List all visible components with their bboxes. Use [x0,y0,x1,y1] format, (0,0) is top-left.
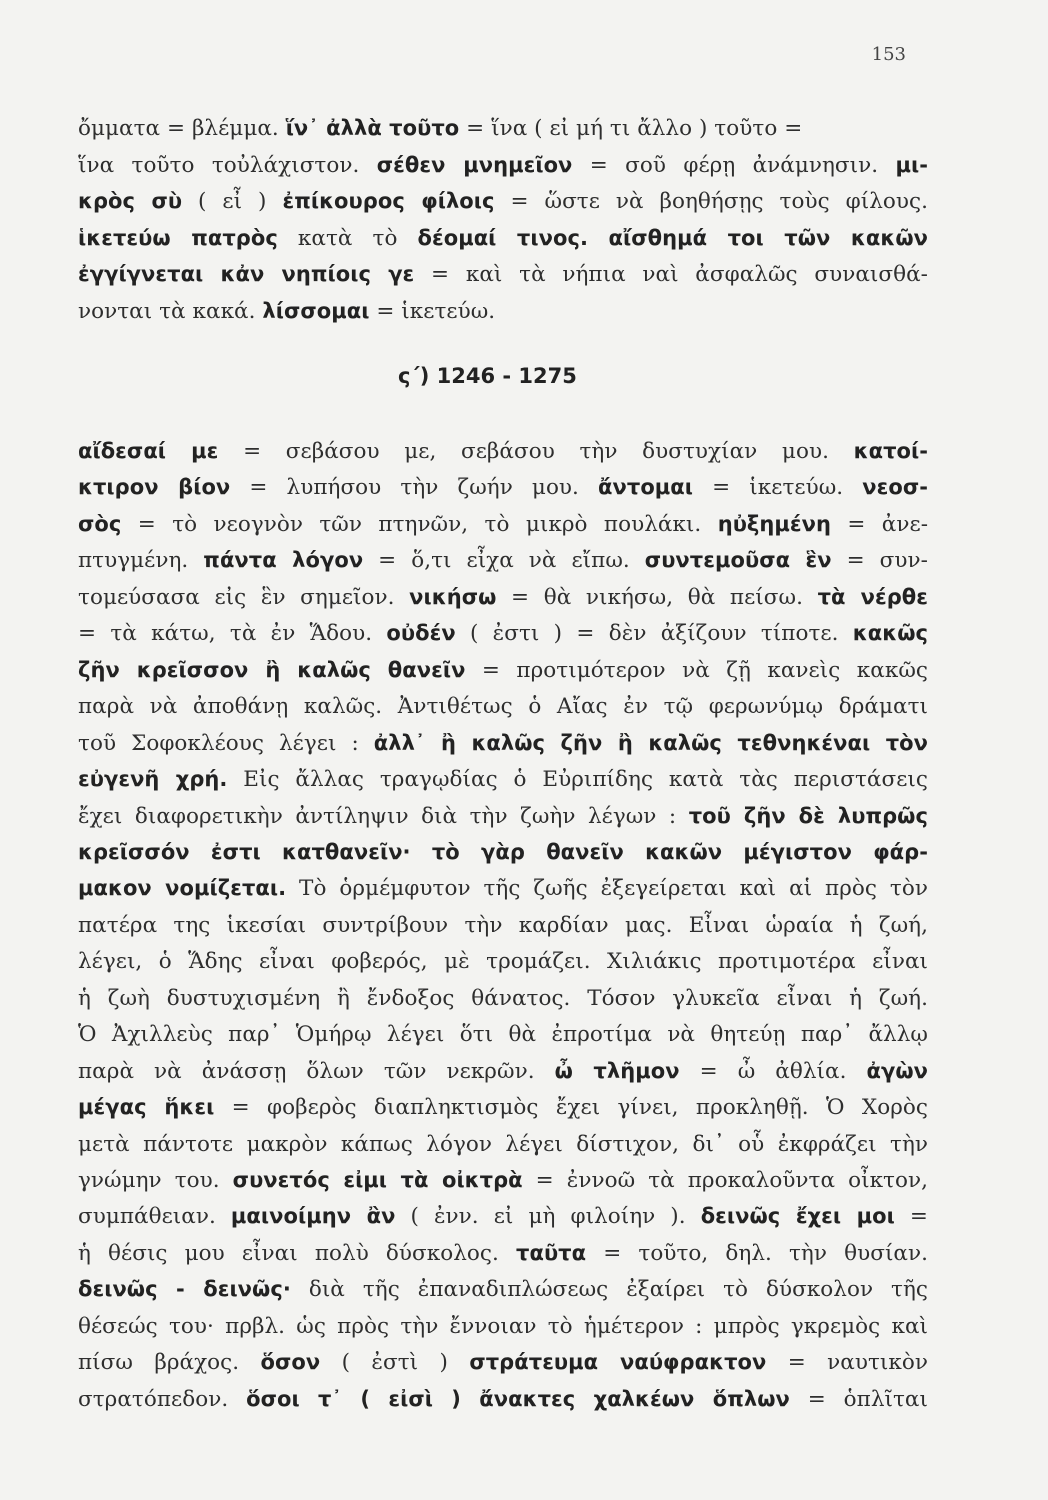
lemma-term: κατοί- [853,439,928,463]
text-line [78,766,928,793]
gloss-text: ἡ ζωὴ δυστυχισμένη ἢ ἔνδοξος θάνατος. Τόσον γλυκεῖα εἶναι ἡ ζωή. [78,985,928,1011]
lemma-term: κρεῖσσόν ἐστι κατθανεῖν· τὸ γὰρ θανεῖν κακῶν μέγιστον φάρ- [78,839,928,864]
text-line [78,584,928,611]
gloss-text: συμπάθειαν. [78,1204,231,1230]
lemma-term: συνετός εἰμι τὰ οἰκτρὰ [232,1168,523,1192]
text-line [78,547,928,574]
gloss-text: Ὁ Ἀχιλλεὺς παρ᾽ Ὁμήρῳ λέγει ὅτι θὰ ἐπροτίμα νὰ θητεύῃ παρ᾽ ἄλλῳ [78,1022,928,1048]
gloss-text: παρὰ νὰ ἀποθάνῃ καλῶς. Ἀντιθέτως ὁ Αἴας ἐν τῷ φερωνύμῳ δράματι [78,694,928,720]
text-line [78,1131,928,1158]
gloss-text: στρατόπεδον. [78,1386,247,1412]
lemma-term: τὰ νέρθε [817,584,928,609]
lemma-term: νικήσω [409,584,497,609]
lemma-term: δεινῶς - δεινῶς· [78,1277,291,1302]
text-line [78,474,928,501]
lemma-term: εὐγενῆ χρή. [78,767,228,792]
text-line [78,730,928,757]
lemma-term: ζῆν κρεῖσσον ἢ καλῶς θανεῖν [78,657,466,682]
gloss-text: διὰ τῆς ἐπαναδιπλώσεως ἐξαίρει τὸ δύσκολον τῆς [290,1277,928,1303]
gloss-text: = ἱκετεύω. [693,475,863,501]
text-line [78,1349,928,1376]
gloss-text: γνώμην του. [78,1168,233,1193]
text-line [78,839,928,866]
text-line [78,948,928,975]
lemma-term: ταῦτα [516,1240,587,1265]
text-line [78,985,928,1012]
lemma-term: ἱκετεύω πατρὸς [78,225,278,250]
lemma-term: δέομαί τινος. αἴσθημά τοι τῶν κακῶν [417,225,928,250]
gloss-text: ἵνα τοῦτο τοὐλάχιστον. [78,152,377,178]
lemma-term: λίσσομαι [262,299,370,323]
gloss-text: Εἰς ἄλλας τραγῳδίας ὁ Εὐριπίδης κατὰ τὰς περιστάσεις [227,767,928,793]
gloss-text: πίσω βράχος. [78,1350,261,1376]
lemma-term: ἐγγίγνεται κἀν νηπίοις γε [78,262,415,287]
text-line [78,657,928,684]
text-line [78,298,928,325]
gloss-text: = σεβάσου με, σεβάσου τὴν δυστυχίαν μου. [218,439,854,464]
gloss-text: νονται τὰ κακά. [78,299,263,324]
lemma-term: πάντα λόγον [203,548,364,573]
lemma-term: ἵν᾽ ἀλλὰ τοῦτο [285,116,460,140]
page-number: 153 [871,44,906,65]
lemma-term: ἄντομαι [598,475,694,500]
text-line [78,152,928,179]
text-line [78,912,928,939]
lemma-term: σὸς [78,511,122,536]
gloss-text: = ἀνε- [830,511,929,537]
gloss-text: παρὰ νὰ ἀνάσσῃ ὅλων τῶν νεκρῶν. [78,1058,555,1084]
lemma-term: ὦ τλῆμον [554,1058,680,1083]
text-line [78,620,928,647]
lemma-term: κακῶς [852,621,928,646]
lemma-term: μέγας ἥκει [78,1095,215,1120]
text-line [78,693,928,720]
text-line [78,1167,928,1194]
gloss-text: = συν- [831,548,928,574]
gloss-text: = λυπήσου τὴν ζωήν μου. [230,475,599,501]
gloss-text: κατὰ τὸ [277,225,418,251]
lemma-term: ἐπίκουρος φίλοις [282,189,495,214]
gloss-text: = ἐννοῶ τὰ προκαλοῦντα οἶκτον, [522,1168,928,1193]
gloss-text: ( ἐστὶ ) [320,1350,470,1376]
gloss-text: πτυγμένη. [78,548,204,574]
gloss-text: = ὅ,τι εἶχα νὰ εἴπω. [363,548,645,574]
lemma-term: ὅσοι τ᾽ ( εἰσὶ ) ἄνακτες χαλκέων ὅπλων [246,1386,790,1411]
gloss-text: = ὁπλῖται [789,1386,928,1412]
gloss-text: = [894,1204,928,1230]
gloss-text: = ἵνα ( εἰ μή τι ἄλλο ) τοῦτο = [459,116,803,141]
gloss-text: = φοβερὸς διαπληκτισμὸς ἔχει γίνει, προκληθῇ. Ὁ Χορὸς [214,1095,928,1121]
lemma-term: οὐδέν [386,621,456,646]
text-line [78,1203,928,1230]
gloss-text: θέσεώς του· πρβλ. ὡς πρὸς τὴν ἔννοιαν τὸ ἡμέτερον : μπρὸς γκρεμὸς καὶ [78,1313,928,1339]
gloss-text: = θὰ νικήσω, θὰ πείσω. [496,584,818,610]
text-line [78,1276,928,1303]
text-line [78,115,928,142]
lemma-term: κρὸς σὺ [78,189,183,214]
text-line [78,803,928,830]
text-line [78,188,928,215]
gloss-text: = ναυτικὸν [766,1350,929,1376]
text-line [78,1058,928,1085]
gloss-text: λέγει, ὁ Ἅδης εἶναι φοβερός, μὲ τρομάζει. Χιλιάκις προτιμοτέρα εἶναι [78,949,928,975]
text-line [78,1094,928,1121]
lemma-term: μι- [895,152,928,177]
lemma-term: ηὐξημένη [717,511,831,536]
lemma-term: αἴδεσαί με [78,439,219,463]
lemma-term: μαινοίμην ἂν [230,1204,396,1229]
text-line [78,1021,928,1048]
gloss-text: ἡ θέσις μου εἶναι πολὺ δύσκολος. [78,1240,517,1266]
text-line [78,511,928,538]
lemma-term: ἀγὼν [866,1058,929,1083]
gloss-text: = τοῦτο, δηλ. τὴν θυσίαν. [586,1240,928,1266]
gloss-text: ἔχει διαφορετικὴν ἀντίληψιν διὰ τὴν ζωὴν λέγων : [78,803,689,829]
gloss-text: = ὦ ἀθλία. [679,1058,867,1084]
text-line [78,1240,928,1267]
gloss-text: = σοῦ φέρῃ ἀνάμνησιν. [572,152,896,178]
gloss-text: Τὸ ὁρμέμφυτον τῆς ζωῆς ἐξεγείρεται καὶ αἱ πρὸς τὸν [286,876,928,902]
gloss-text: = ἱκετεύω. [369,299,496,324]
gloss-text: ( ἐνν. εἰ μὴ φιλοίην ). [395,1204,701,1230]
gloss-text: = ὥστε νὰ βοηθήσῃς τοὺς φίλους. [494,189,928,215]
gloss-text: = τὰ κάτω, τὰ ἐν Ἅδου. [78,621,387,647]
text-line [78,875,928,902]
lemma-term: κτιρον βίον [78,475,231,500]
text-line [78,261,928,288]
lemma-term: μακον νομίζεται. [78,876,287,901]
gloss-text: = προτιμότερον νὰ ζῇ κανεὶς κακῶς [465,657,928,683]
text-line [78,225,928,252]
lemma-term: στράτευμα ναύφρακτον [469,1350,767,1375]
section-heading: ς΄) 1246 - 1275 [398,364,577,388]
gloss-text: ( εἶ ) [182,189,283,215]
lemma-term: νεοσ- [862,475,929,500]
lemma-term: δεινῶς ἔχει μοι [700,1204,895,1229]
gloss-text: τοῦ Σοφοκλέους λέγει : [78,730,374,756]
gloss-text: = καὶ τὰ νήπια ναὶ ἀσφαλῶς συναισθά- [414,262,928,288]
gloss-text: πατέρα της ἱκεσίαι συντρίβουν τὴν καρδίαν μας. Εἶναι ὡραία ἡ ζωή, [78,912,928,938]
lemma-term: ὅσον [260,1350,321,1375]
text-line [78,1386,928,1413]
lemma-term: ἀλλ᾽ ἢ καλῶς ζῆν ἢ καλῶς τεθνηκέναι τὸν [373,730,928,755]
text-line [78,438,928,465]
lemma-term: τοῦ ζῆν δὲ λυπρῶς [688,803,928,828]
lemma-term: συντεμοῦσα ἓν [644,548,832,573]
gloss-text: = τὸ νεογνὸν τῶν πτηνῶν, τὸ μικρὸ πουλάκι. [121,511,718,537]
gloss-text: ὄμματα = βλέμμα. [78,116,286,141]
lemma-term: σέθεν μνημεῖον [376,152,573,177]
gloss-text: μετὰ πάντοτε μακρὸν κάπως λόγον λέγει δίστιχον, δι᾽ οὗ ἐκφράζει τὴν [78,1131,928,1157]
gloss-text: τομεύσασα εἰς ἓν σημεῖον. [78,584,410,610]
text-line [78,1313,928,1340]
gloss-text: ( ἐστι ) = δὲν ἀξίζουν τίποτε. [455,621,853,647]
